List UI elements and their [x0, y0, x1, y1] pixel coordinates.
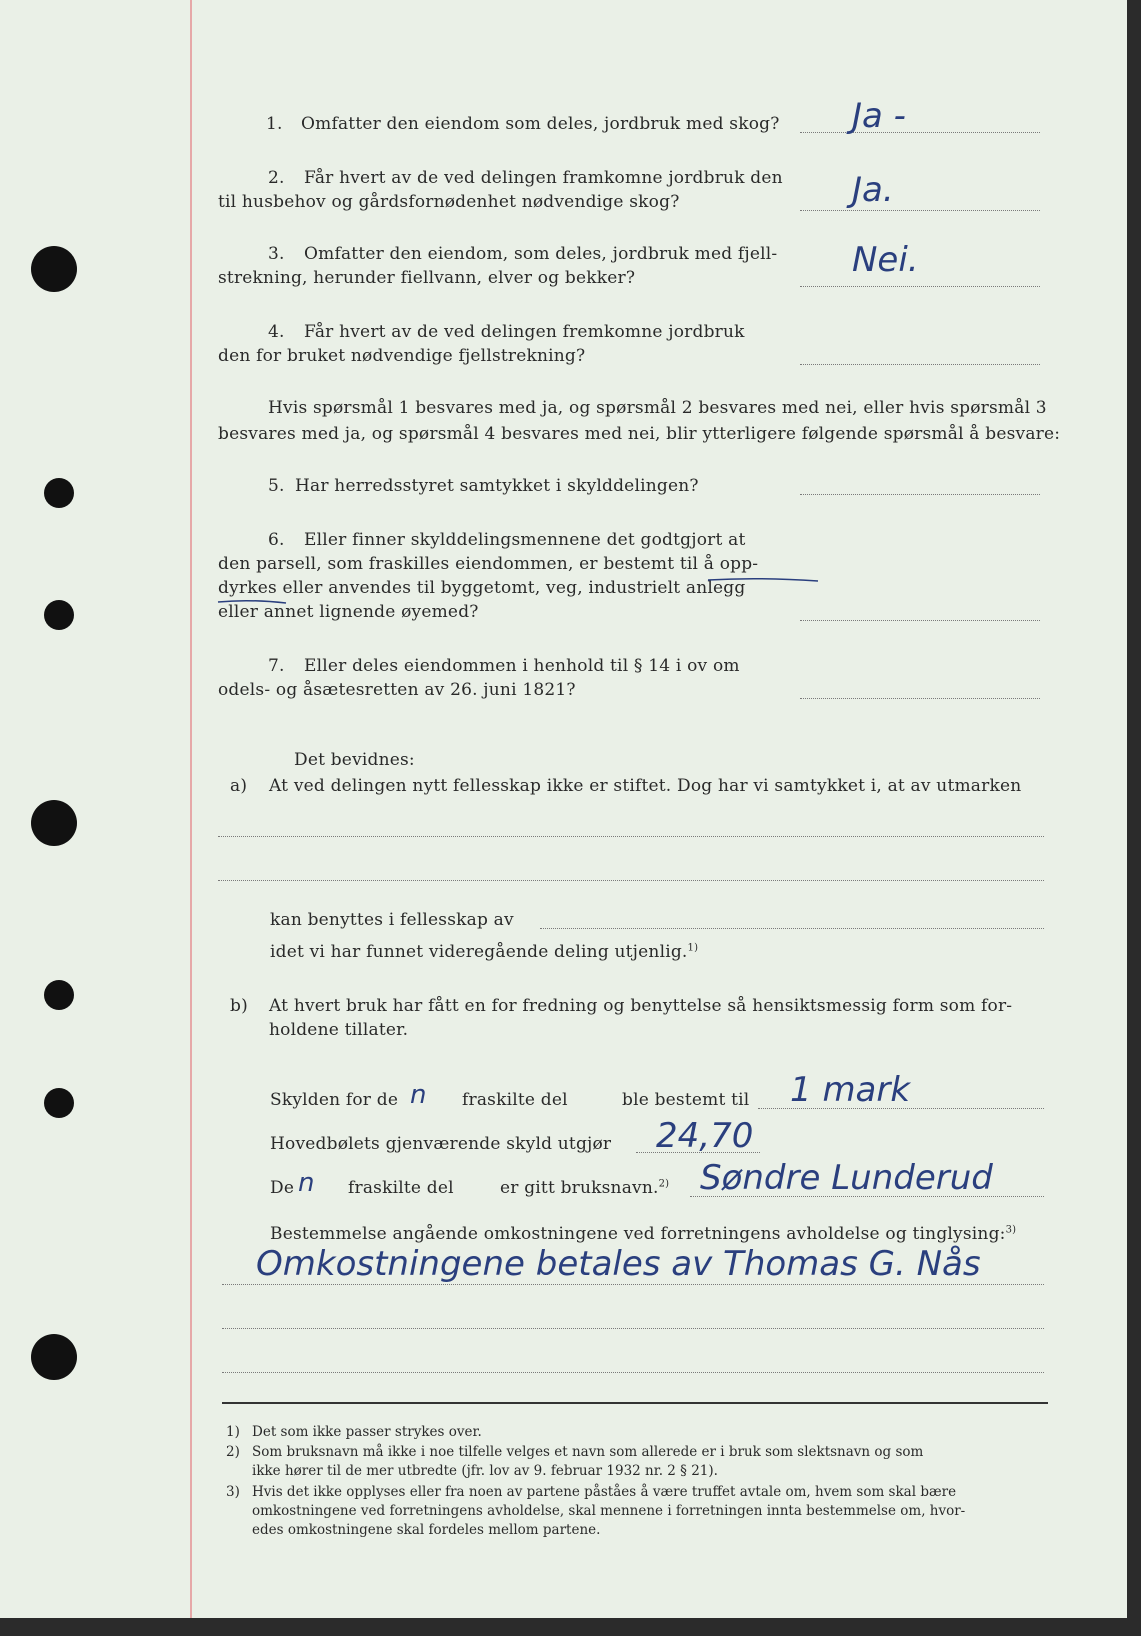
scan-edge-bottom [0, 1618, 1141, 1636]
question-number: 3. [268, 244, 285, 264]
field-label: er gitt bruksnavn.$^{2)}$ [500, 1178, 670, 1198]
field-handwritten: 24,70 [656, 1116, 754, 1156]
field-handwritten: n [410, 1080, 427, 1110]
fill-line [540, 928, 1044, 929]
question-text: Eller finner skylddelingsmennene det godtgjort at [304, 530, 746, 550]
field-label: fraskilte del [348, 1178, 454, 1198]
question-text: dyrkes eller anvendes til byggetomt, veg, industrielt anlegg [218, 578, 746, 598]
punch-hole [31, 800, 77, 846]
footnote-text: ikke hører til de mer utbredte (jfr. lov av 9. februar 1932 nr. 2 § 21). [252, 1463, 718, 1479]
question-text: strekning, herunder fiellvann, elver og bekker? [218, 268, 636, 288]
question-text: odels- og åsætesretten av 26. juni 1821? [218, 680, 576, 700]
question-text: Får hvert av de ved delingen fremkomne jordbruk [304, 322, 745, 342]
item-label: a) [230, 776, 248, 796]
punch-hole [44, 980, 74, 1010]
fill-line [222, 1372, 1044, 1373]
certify-text: idet vi har funnet videregående deling utjenlig.$^{1)}$ [270, 942, 699, 962]
field-label: ble bestemt til [622, 1090, 750, 1110]
underline-marks [0, 0, 1141, 700]
footnote-text: Hvis det ikke opplyses eller fra noen av partene påståes å være truffet avtale om, hvem som skal bære [252, 1484, 957, 1500]
fill-line [218, 880, 1044, 881]
field-label: De [270, 1178, 295, 1198]
field-label: Hovedbølets gjenværende skyld utgjør [270, 1134, 612, 1154]
certify-text: holdene tillater. [269, 1020, 409, 1040]
certify-text: At hvert bruk har fått en for fredning og benyttelse så hensiktsmessig form som for- [269, 996, 1013, 1016]
field-handwritten: n [298, 1168, 315, 1198]
question-text: Har herredsstyret samtykket i skylddelingen? [295, 476, 699, 496]
certify-heading: Det bevidnes: [294, 750, 415, 770]
field-handwritten: Søndre Lunderud [700, 1158, 993, 1198]
field-handwritten: 1 mark [790, 1070, 911, 1110]
question-text: Får hvert av de ved delingen framkomne jordbruk den [304, 168, 783, 188]
fill-line [218, 836, 1044, 837]
answer-handwritten: Nei. [852, 240, 919, 280]
paragraph-line: besvares med ja, og spørsmål 4 besvares med nei, blir ytterligere følgende spørsmål å besvare: [218, 424, 1061, 444]
question-number: 7. [268, 656, 285, 676]
question-text: eller annet lignende øyemed? [218, 602, 479, 622]
question-text: Eller deles eiendommen i henhold til § 14 i ov om [304, 656, 740, 676]
footnote-mark: 1) [226, 1424, 240, 1440]
answer-handwritten: Ja - [852, 96, 906, 136]
footnote-text: edes omkostningene skal fordeles mellom partene. [252, 1522, 601, 1538]
item-label: b) [230, 996, 248, 1016]
question-number: 4. [268, 322, 285, 342]
paragraph-line: Hvis spørsmål 1 besvares med ja, og spørsmål 2 besvares med nei, eller hvis spørsmål 3 [268, 398, 1047, 418]
question-number: 6. [268, 530, 285, 550]
punch-hole [44, 1088, 74, 1118]
question-text: den parsell, som fraskilles eiendommen, er bestemt til å opp- [218, 554, 759, 574]
footnote-text: Som bruksnavn må ikke i noe tilfelle velges et navn som allerede er i bruk som slektsnavn og som [252, 1444, 924, 1460]
field-label: Skylden for de [270, 1090, 399, 1110]
field-handwritten: Omkostningene betales av Thomas G. Nås [256, 1244, 981, 1284]
question-number: 1. [266, 114, 283, 134]
footnote-mark: 3) [226, 1484, 240, 1500]
footnote-rule [222, 1402, 1048, 1404]
question-text: til husbehov og gårdsfornødenhet nødvendige skog? [218, 192, 680, 212]
question-text: Omfatter den eiendom som deles, jordbruk med skog? [301, 114, 780, 134]
certify-text: kan benyttes i fellesskap av [270, 910, 514, 930]
question-number: 5. [268, 476, 285, 496]
question-text: den for bruket nødvendige fjellstrekning? [218, 346, 586, 366]
footnote-mark: 2) [226, 1444, 240, 1460]
footnote-text: omkostningene ved forretningens avholdelse, skal mennene i forretningen innta bestemmelse om, hvor- [252, 1503, 966, 1519]
answer-handwritten: Ja. [852, 170, 894, 210]
question-text: Omfatter den eiendom, som deles, jordbruk med fjell- [304, 244, 778, 264]
answer-line [800, 698, 1040, 699]
footnote-text: Det som ikke passer strykes over. [252, 1424, 482, 1440]
fill-line [222, 1328, 1044, 1329]
question-number: 2. [268, 168, 285, 188]
punch-hole [31, 1334, 77, 1380]
fill-line [222, 1284, 1044, 1285]
field-label: Bestemmelse angående omkostningene ved forretningens avholdelse og tinglysing:$^{3)}$ [270, 1224, 1017, 1244]
field-label: fraskilte del [462, 1090, 568, 1110]
certify-text: At ved delingen nytt fellesskap ikke er stiftet. Dog har vi samtykket i, at av utmarken [269, 776, 1022, 796]
